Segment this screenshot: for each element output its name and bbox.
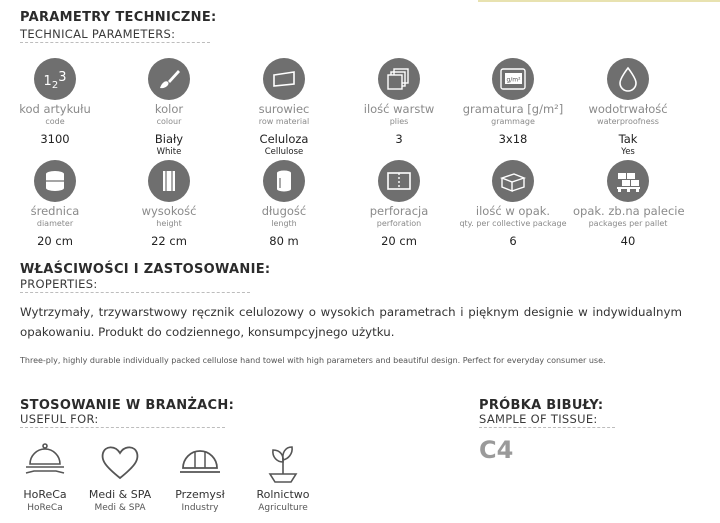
param-raw-material <box>229 58 339 157</box>
param-label-en: packages per pallet <box>588 219 668 228</box>
param-label-en: height <box>156 219 182 228</box>
param-value: 80 m <box>269 234 299 248</box>
param-value: Celuloza <box>259 132 309 146</box>
param-label-en: grammage <box>491 117 535 126</box>
helmet-icon <box>155 440 245 486</box>
param-label-pl: gramatura [g/m²] <box>462 102 564 116</box>
usage-item-agriculture <box>238 440 328 513</box>
param-value: Tak <box>618 132 638 146</box>
param-length <box>229 160 339 248</box>
param-label-pl: perforacja <box>369 204 429 218</box>
usage-label-en: Industry <box>181 503 219 513</box>
param-value-en: Cellulose <box>264 147 304 157</box>
param-diameter <box>0 160 110 248</box>
sample-value: C4 <box>479 436 514 464</box>
param-label-pl: opak. zb.na palecie <box>573 204 685 218</box>
param-label-pl: surowiec <box>258 102 310 116</box>
divider <box>479 427 615 428</box>
plies-icon <box>378 58 420 100</box>
usage-label-en: HoReCa <box>27 503 63 513</box>
sample-subtitle: SAMPLE OF TISSUE: <box>479 412 598 426</box>
param-label-pl: średnica <box>30 204 80 218</box>
param-label-pl: kolor <box>154 102 184 116</box>
param-label-pl: ilość warstw <box>363 102 435 116</box>
divider <box>20 292 250 293</box>
usage-label-pl: HoReCa <box>23 488 67 501</box>
height-roll-icon <box>148 160 190 202</box>
param-value: 6 <box>509 234 517 248</box>
sprout-icon <box>238 440 328 486</box>
length-roll-icon <box>263 160 305 202</box>
sample-title: PRÓBKA BIBUŁY: <box>479 398 604 413</box>
description-pl: Wytrzymały, trzywarstwowy ręcznik celulozowy o wysokich parametrach i pięknym designie w indywidualnym opakowaniu. Produkt do codziennego, konsumpcyjnego użytku. <box>20 305 682 339</box>
technical-title: PARAMETRY TECHNICZNE: <box>20 10 217 25</box>
divider <box>20 42 210 43</box>
param-code <box>0 58 110 146</box>
param-value: 3100 <box>40 132 70 146</box>
param-label-en: length <box>271 219 297 228</box>
perforation-icon <box>378 160 420 202</box>
usage-subtitle: USEFUL FOR: <box>20 412 99 426</box>
gram-scale-icon <box>492 58 534 100</box>
param-label-pl: ilość w opak. <box>475 204 551 218</box>
param-value-en: White <box>156 147 182 157</box>
numbers-icon <box>34 58 76 100</box>
param-label-en: row material <box>258 117 310 126</box>
param-value-en: Yes <box>621 147 635 157</box>
usage-label-en: Agriculture <box>258 503 308 513</box>
raw-material-icon <box>263 58 305 100</box>
usage-label-pl: Medi & SPA <box>88 488 152 501</box>
param-label-pl: wodotrwałość <box>588 102 668 116</box>
param-label-pl: długość <box>261 204 307 218</box>
param-label-en: qty. per collective package <box>459 219 567 228</box>
grammage-unit-text: g/m² <box>506 76 521 84</box>
param-label-en: waterproofness <box>597 117 659 126</box>
param-pallet <box>573 160 683 248</box>
properties-title: WŁAŚCIWOŚCI I ZASTOSOWANIE: <box>20 262 271 277</box>
param-plies <box>344 58 454 146</box>
drop-icon <box>607 58 649 100</box>
param-value: 40 <box>620 234 636 248</box>
param-value: 3x18 <box>498 132 528 146</box>
usage-label-pl: Przemysł <box>175 488 225 501</box>
usage-item-medi-spa <box>75 440 165 513</box>
usage-title: STOSOWANIE W BRANŻACH: <box>20 398 235 413</box>
diameter-roll-icon <box>34 160 76 202</box>
brush-icon <box>148 58 190 100</box>
description-en: Three-ply, highly durable individually packed cellulose hand towel with high parameters and beautiful design. Perfect for everyday consumer use. <box>20 356 606 365</box>
param-value: 20 cm <box>381 234 417 248</box>
usage-label-pl: Rolnictwo <box>256 488 310 501</box>
param-label-en: perforation <box>376 219 422 228</box>
param-label-en: code <box>45 117 65 126</box>
usage-item-industry <box>155 440 245 513</box>
param-label-pl: wysokość <box>141 204 197 218</box>
divider <box>20 427 225 428</box>
param-label-en: diameter <box>36 219 74 228</box>
svg-text:123: $1_23$ <box>43 70 67 91</box>
usage-label-en: Medi & SPA <box>94 503 146 513</box>
param-value: Biały <box>154 132 184 146</box>
package-icon <box>492 160 534 202</box>
technical-subtitle: TECHNICAL PARAMETERS: <box>20 27 176 41</box>
param-label-en: plies <box>389 117 409 126</box>
param-label-pl: kod artykułu <box>19 102 91 116</box>
param-value: 3 <box>395 132 403 146</box>
heart-icon <box>75 440 165 486</box>
pallet-icon <box>607 160 649 202</box>
param-height <box>114 160 224 248</box>
param-grammage <box>458 58 568 146</box>
param-perforation <box>344 160 454 248</box>
param-package <box>458 160 568 248</box>
param-waterproofness <box>573 58 683 157</box>
top-accent-rule <box>478 0 720 2</box>
param-label-en: colour <box>156 117 182 126</box>
param-value: 22 cm <box>151 234 187 248</box>
param-value: 20 cm <box>37 234 73 248</box>
param-colour <box>114 58 224 157</box>
properties-subtitle: PROPERTIES: <box>20 277 98 291</box>
